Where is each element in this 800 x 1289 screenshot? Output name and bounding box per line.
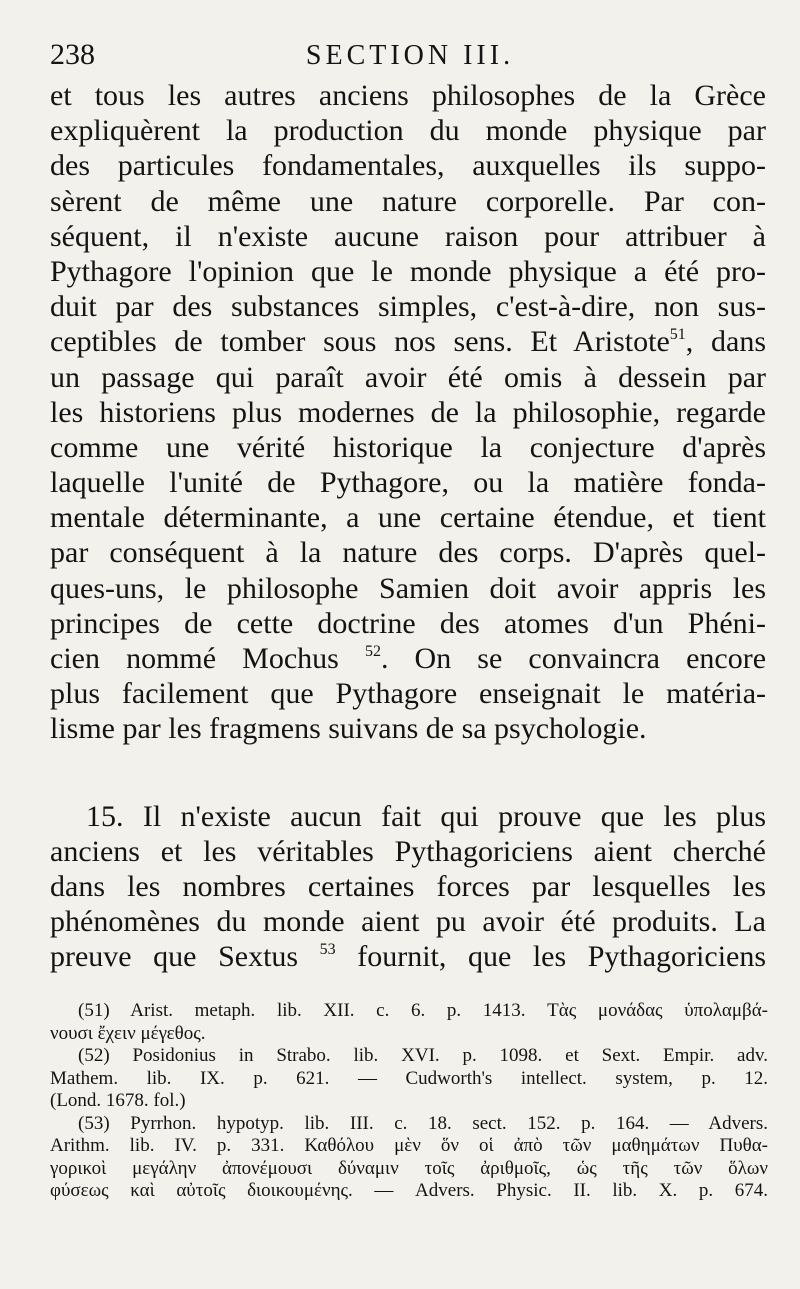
text-line xyxy=(50,641,766,676)
section-title: SECTION III. xyxy=(305,40,515,71)
footnote-line: γορικοὶ μεγάλην ἀπονέμουσι δύναμιν τοῖς ἀριθμοῖς, ὡς τῆς τῶν ὅλων xyxy=(50,1157,768,1179)
text-line: Pythagore l'opinion que le monde physique a été pro- xyxy=(50,254,766,288)
text-line xyxy=(50,939,766,974)
footnote-line: (52) Posidonius in Strabo. lib. XVI. p. 1098. et Sext. Empir. adv. xyxy=(78,1045,768,1066)
footnotes xyxy=(50,1000,768,1203)
footnote-line: Mathem. lib. IX. p. 621. — Cudworth's intellect. system, p. 12. xyxy=(50,1067,768,1089)
text-segment: Il n'existe aucun fait qui prouve que les plus xyxy=(142,799,766,833)
paragraph-gap xyxy=(50,747,766,799)
text-segment: ceptibles de tomber sous nos sens. Et Aristote xyxy=(50,325,670,359)
text-line: sèrent de même une nature corporelle. Par con- xyxy=(50,184,766,218)
text-line: un passage qui paraît avoir été omis à dessein par xyxy=(50,360,766,394)
text-line: les historiens plus modernes de la philosophie, regarde xyxy=(50,395,766,429)
text-line: lisme par les fragmens suivans de sa psychologie. xyxy=(50,712,647,746)
footnote-line: Arithm. lib. IV. p. 331. Καθόλου μὲν ὅν οἱ ἀπὸ τῶν μαθημάτων Πυθα- xyxy=(50,1135,768,1156)
text-line: phénomènes du monde aient pu avoir été produits. La xyxy=(50,905,766,939)
page-number: 238 xyxy=(50,38,95,71)
text-line: comme une vérité historique la conjecture d'après xyxy=(50,430,766,464)
text-line: laquelle l'unité de Pythagore, ou la matière fonda- xyxy=(50,466,766,500)
footnote-ref-53: 53 xyxy=(319,941,336,959)
footnote-line: νουσι ἔχειν μέγεθος. xyxy=(50,1022,206,1044)
text-segment: fournit, que les Pythagoriciens xyxy=(357,940,766,974)
footnote-line: (53) Pyrrhon. hypotyp. lib. III. c. 18. sect. 152. p. 164. — Advers. xyxy=(78,1112,768,1134)
text-line: anciens et les véritables Pythagoriciens aient cherché xyxy=(50,834,766,868)
text-line: par conséquent à la nature des corps. D'après quel- xyxy=(50,536,766,570)
main-text xyxy=(50,78,766,975)
text-segment: , dans xyxy=(685,325,766,359)
text-line xyxy=(50,799,766,834)
footnote-line: (Lond. 1678. fol.) xyxy=(50,1090,186,1111)
footnote-line: (51) Arist. metaph. lib. XII. c. 6. p. 1413. Τὰς μονάδας ὑπολαμβά- xyxy=(78,1000,768,1021)
footnote-line: φύσεως καὶ αὐτοῖς διοικουμένης. — Advers. Physic. II. lib. X. p. 674. xyxy=(50,1180,768,1201)
text-line: dans les nombres certaines forces par lesquelles les xyxy=(50,869,766,903)
text-segment: cien nommé Mochus xyxy=(50,642,339,675)
text-line xyxy=(50,324,766,359)
text-line: principes de cette doctrine des atomes d'un Phéni- xyxy=(50,606,766,640)
text-line: duit par des substances simples, c'est-à-dire, non sus- xyxy=(50,290,766,324)
footnote-ref-51: 51 xyxy=(669,326,686,344)
text-line: expliquèrent la production du monde physique par xyxy=(50,114,766,148)
text-line: mentale déterminante, a une certaine étendue, et tient xyxy=(50,501,766,535)
text-segment: preuve que Sextus xyxy=(50,940,299,974)
text-segment: . On se convaincra encore xyxy=(380,642,766,675)
text-line: et tous les autres anciens philosophes de la Grèce xyxy=(50,79,766,112)
paragraph-number: 15. xyxy=(86,799,124,833)
text-line: ques-uns, le philosophe Samien doit avoir appris les xyxy=(50,571,766,605)
footnote-ref-52: 52 xyxy=(364,643,381,660)
running-head xyxy=(50,30,770,80)
text-line: des particules fondamentales, auxquelles ils suppo- xyxy=(50,149,766,183)
text-line: séquent, il n'existe aucune raison pour attribuer à xyxy=(50,219,766,253)
text-line: plus facilement que Pythagore enseignait le matéria- xyxy=(50,677,766,711)
